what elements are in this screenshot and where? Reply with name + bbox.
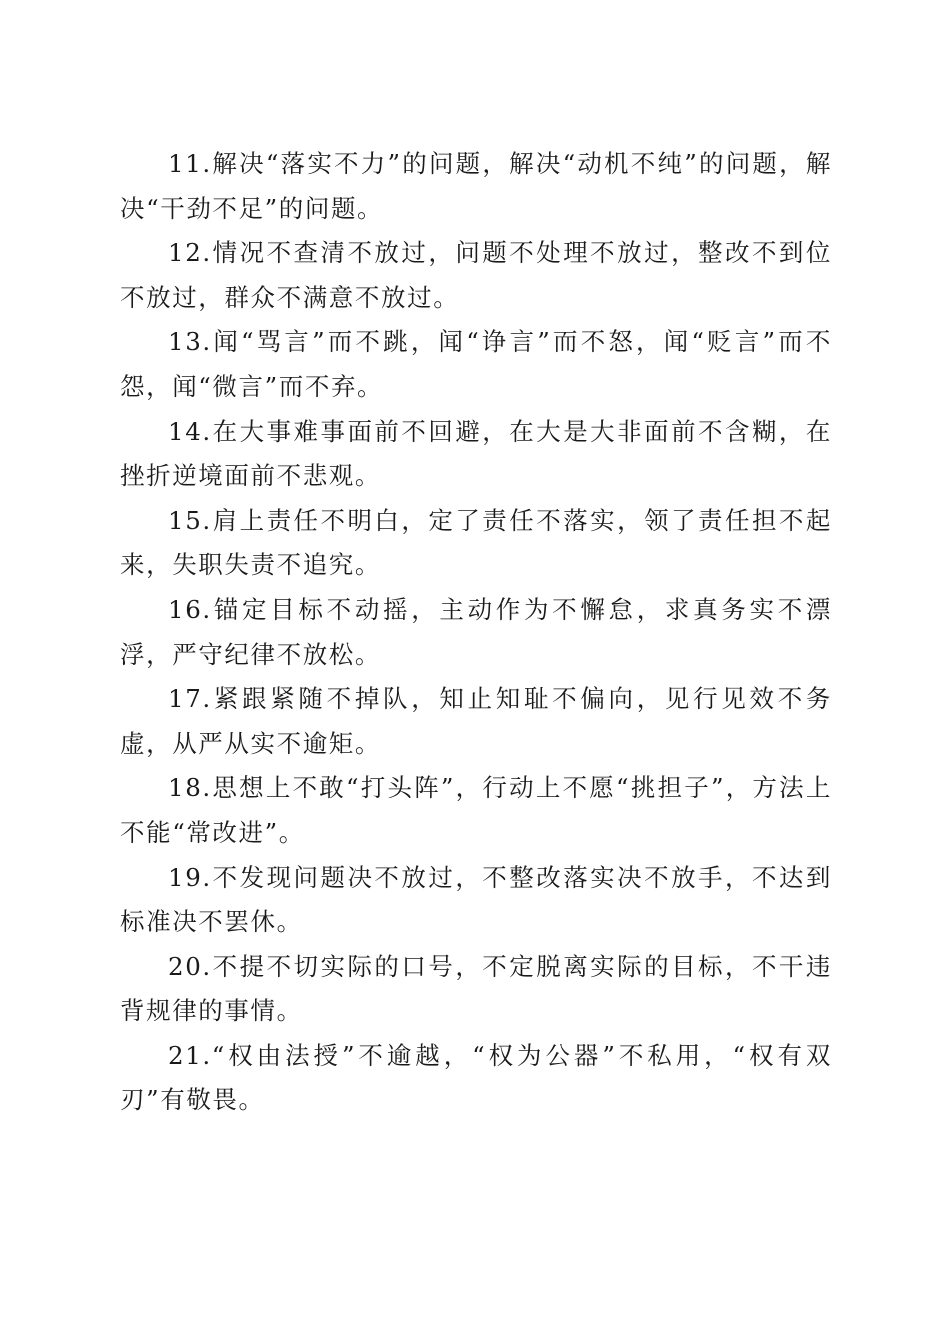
paragraph-20: 20.不提不切实际的口号，不定脱离实际的目标，不干违背规律的事情。 — [120, 951, 832, 1026]
paragraph-17: 17.紧跟紧随不掉队，知止知耻不偏向，见行见效不务虚，从严从实不逾矩。 — [120, 684, 832, 758]
paragraph-16: 16.锚定目标不动摇，主动作为不懈怠，求真务实不漂浮，严守纪律不放松。 — [120, 594, 832, 669]
paragraph-18: 18.思想上不敢“打头阵”，行动上不愿“挑担子”，方法上不能“常改进”。 — [120, 773, 832, 847]
paragraph-13: 13.闻“骂言”而不跳，闻“诤言”而不怒，闻“贬言”而不怨，闻“微言”而不弃。 — [120, 327, 832, 401]
paragraph-21: 21.“权由法授”不逾越，“权为公器”不私用，“权有双刃”有敬畏。 — [120, 1040, 832, 1115]
paragraph-12: 12.情况不查清不放过，问题不处理不放过，整改不到位不放过，群众不满意不放过。 — [120, 238, 832, 312]
paragraph-15: 15.肩上责任不明白，定了责任不落实，领了责任担不起来，失职失责不追究。 — [120, 505, 832, 580]
paragraph-11: 11.解决“落实不力”的问题，解决“动机不纯”的问题，解决“干劲不足”的问题。 — [120, 149, 832, 223]
paragraph-14: 14.在大事难事面前不回避，在大是大非面前不含糊，在挫折逆境面前不悲观。 — [120, 416, 832, 491]
paragraph-19: 19.不发现问题决不放过，不整改落实决不放手，不达到标准决不罢休。 — [120, 862, 832, 937]
document-body — [120, 142, 832, 1123]
